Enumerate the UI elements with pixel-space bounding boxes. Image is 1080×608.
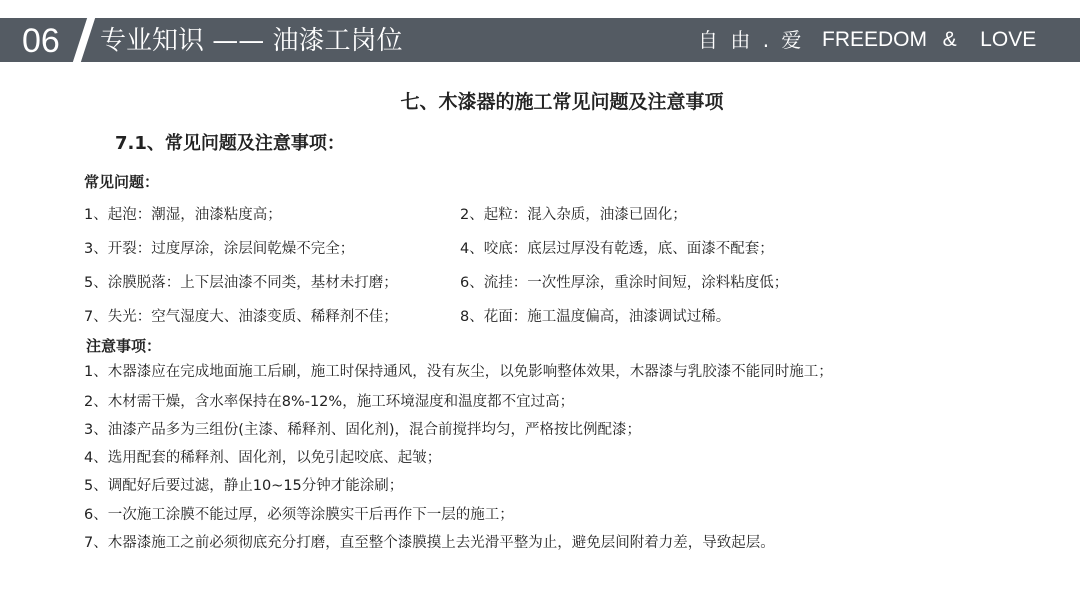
slogan-cn: 自 由 . 爱 [698, 28, 805, 52]
section-number: 06 [22, 22, 60, 60]
problem-item: 1、起泡：潮湿，油漆粘度高； [84, 207, 282, 223]
problems-label: 常见问题： [84, 173, 160, 191]
note-item: 7、木器漆施工之前必须彻底充分打磨，直至整个漆膜摸上去光滑平整为止，避免层间附着力差，导致起层。 [84, 535, 775, 551]
problem-item: 5、涂膜脱落：上下层油漆不同类，基材未打磨； [84, 275, 398, 291]
main-title: 七、木漆器的施工常见问题及注意事项 [400, 91, 724, 113]
note-item: 2、木材需干燥，含水率保持在8%-12%，施工环境湿度和温度都不宜过高； [84, 394, 575, 410]
problem-item: 2、起粒：混入杂质，油漆已固化； [460, 207, 687, 223]
sub-title: 7.1、常见问题及注意事项： [115, 133, 345, 154]
note-item: 1、木器漆应在完成地面施工后刷，施工时保持通风，没有灰尘，以免影响整体效果，木器漆与乳胶漆不能同时施工； [84, 364, 833, 380]
problem-item: 3、开裂：过度厚涂，涂层间乾燥不完全； [84, 241, 355, 257]
slogan-en: FREEDOM & LOVE [822, 28, 1037, 51]
note-item: 6、一次施工涂膜不能过厚，必须等涂膜实干后再作下一层的施工； [84, 507, 514, 523]
problem-item: 4、咬底：底层过厚没有乾透，底、面漆不配套； [460, 241, 774, 257]
problem-item: 7、失光：空气湿度大、油漆变质、稀释剂不佳； [84, 309, 398, 325]
header-title: 专业知识 —— 油漆工岗位 [100, 26, 403, 56]
note-item: 4、选用配套的稀释剂、固化剂，以免引起咬底、起皱； [84, 450, 442, 466]
note-item: 5、调配好后要过滤，静止10~15分钟才能涂刷； [84, 478, 404, 494]
slash-divider [73, 18, 95, 62]
problem-item: 8、花面：施工温度偏高，油漆调试过稀。 [460, 309, 731, 325]
problem-item: 6、流挂：一次性厚涂，重涂时间短，涂料粘度低； [460, 275, 789, 291]
header-bar [0, 18, 1080, 62]
notes-label: 注意事项： [86, 337, 162, 355]
note-item: 3、油漆产品多为三组份(主漆、稀释剂、固化剂)，混合前搅拌均匀，严格按比例配漆； [84, 422, 642, 438]
